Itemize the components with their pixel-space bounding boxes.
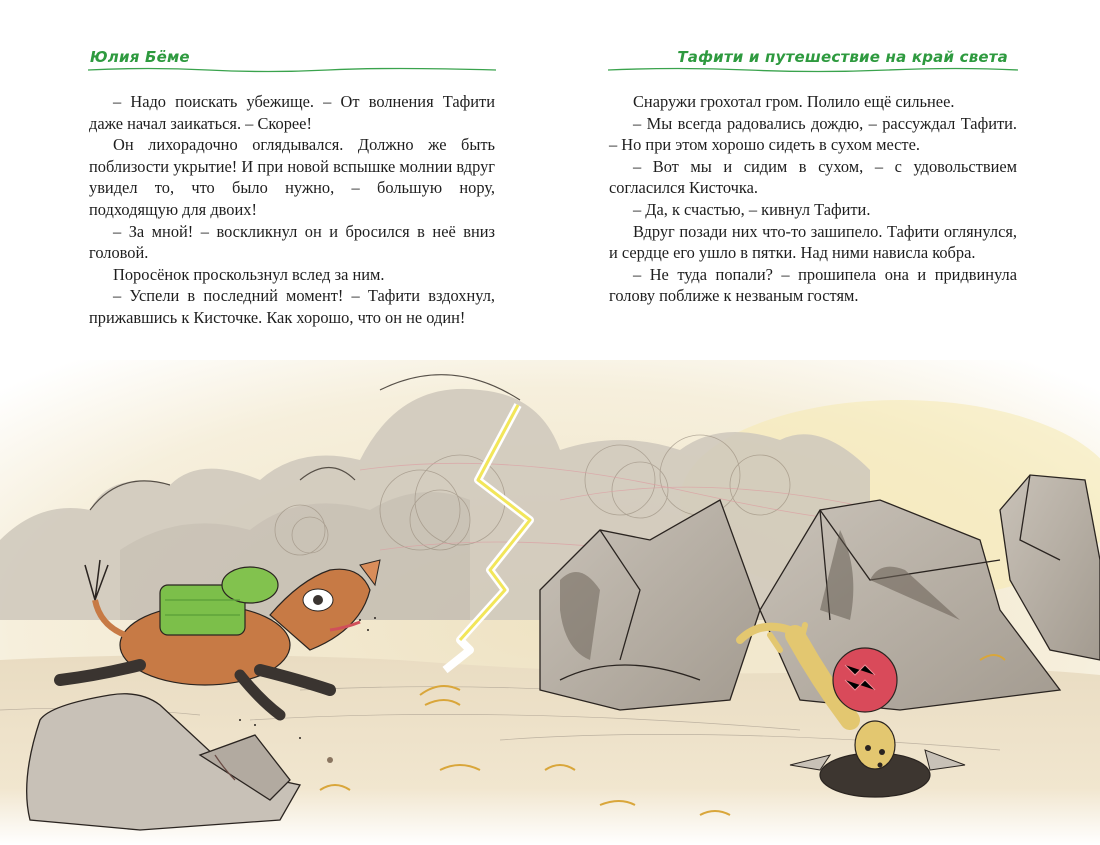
header-rule	[608, 64, 1018, 74]
paragraph: Снаружи грохотал гром. Полило ещё сильнее.	[633, 92, 955, 111]
paragraph: Он лихорадочно оглядывался. Должно же быть поблизости укрытие! И при новой вспышке молнии вдруг увидел то, что было нужно, – большую нору, подходящую для двоих!	[89, 135, 495, 219]
header-rule	[88, 64, 496, 74]
running-head-author: Юлия Бёме	[90, 48, 190, 66]
running-head-title: Тафити и путешествие на край света	[677, 48, 1008, 66]
paragraph: Вдруг позади них что-то зашипело. Тафити оглянулся, и сердце его ушло в пятки. Над ними нависла кобра.	[609, 221, 1017, 263]
paragraph: Поросёнок проскользнул вслед за ним.	[113, 264, 385, 284]
paragraph: – Вот мы и сидим в сухом, – с удовольствием согласился Кисточка.	[609, 156, 1017, 198]
body-text-right	[609, 91, 1017, 307]
paragraph: – Успели в последний момент! – Тафити вздохнул, прижавшись к Кисточке. Как хорошо, что он не один!	[89, 286, 495, 327]
paragraph: – За мной! – воскликнул он и бросился в неё вниз головой.	[89, 221, 495, 263]
storm-illustration	[0, 360, 1100, 845]
paragraph: – Не туда попали? – прошипела она и придвинула голову поближе к незваным гостям.	[609, 264, 1017, 306]
body-text-left	[89, 91, 495, 329]
paragraph: – Мы всегда радовались дождю, – рассуждал Тафити. – Но при этом хорошо сидеть в сухом месте.	[609, 113, 1017, 155]
paragraph: – Да, к счастью, – кивнул Тафити.	[633, 199, 871, 219]
paragraph: – Надо поискать убежище. – От волнения Тафити даже начал заикаться. – Скорее!	[89, 92, 495, 133]
